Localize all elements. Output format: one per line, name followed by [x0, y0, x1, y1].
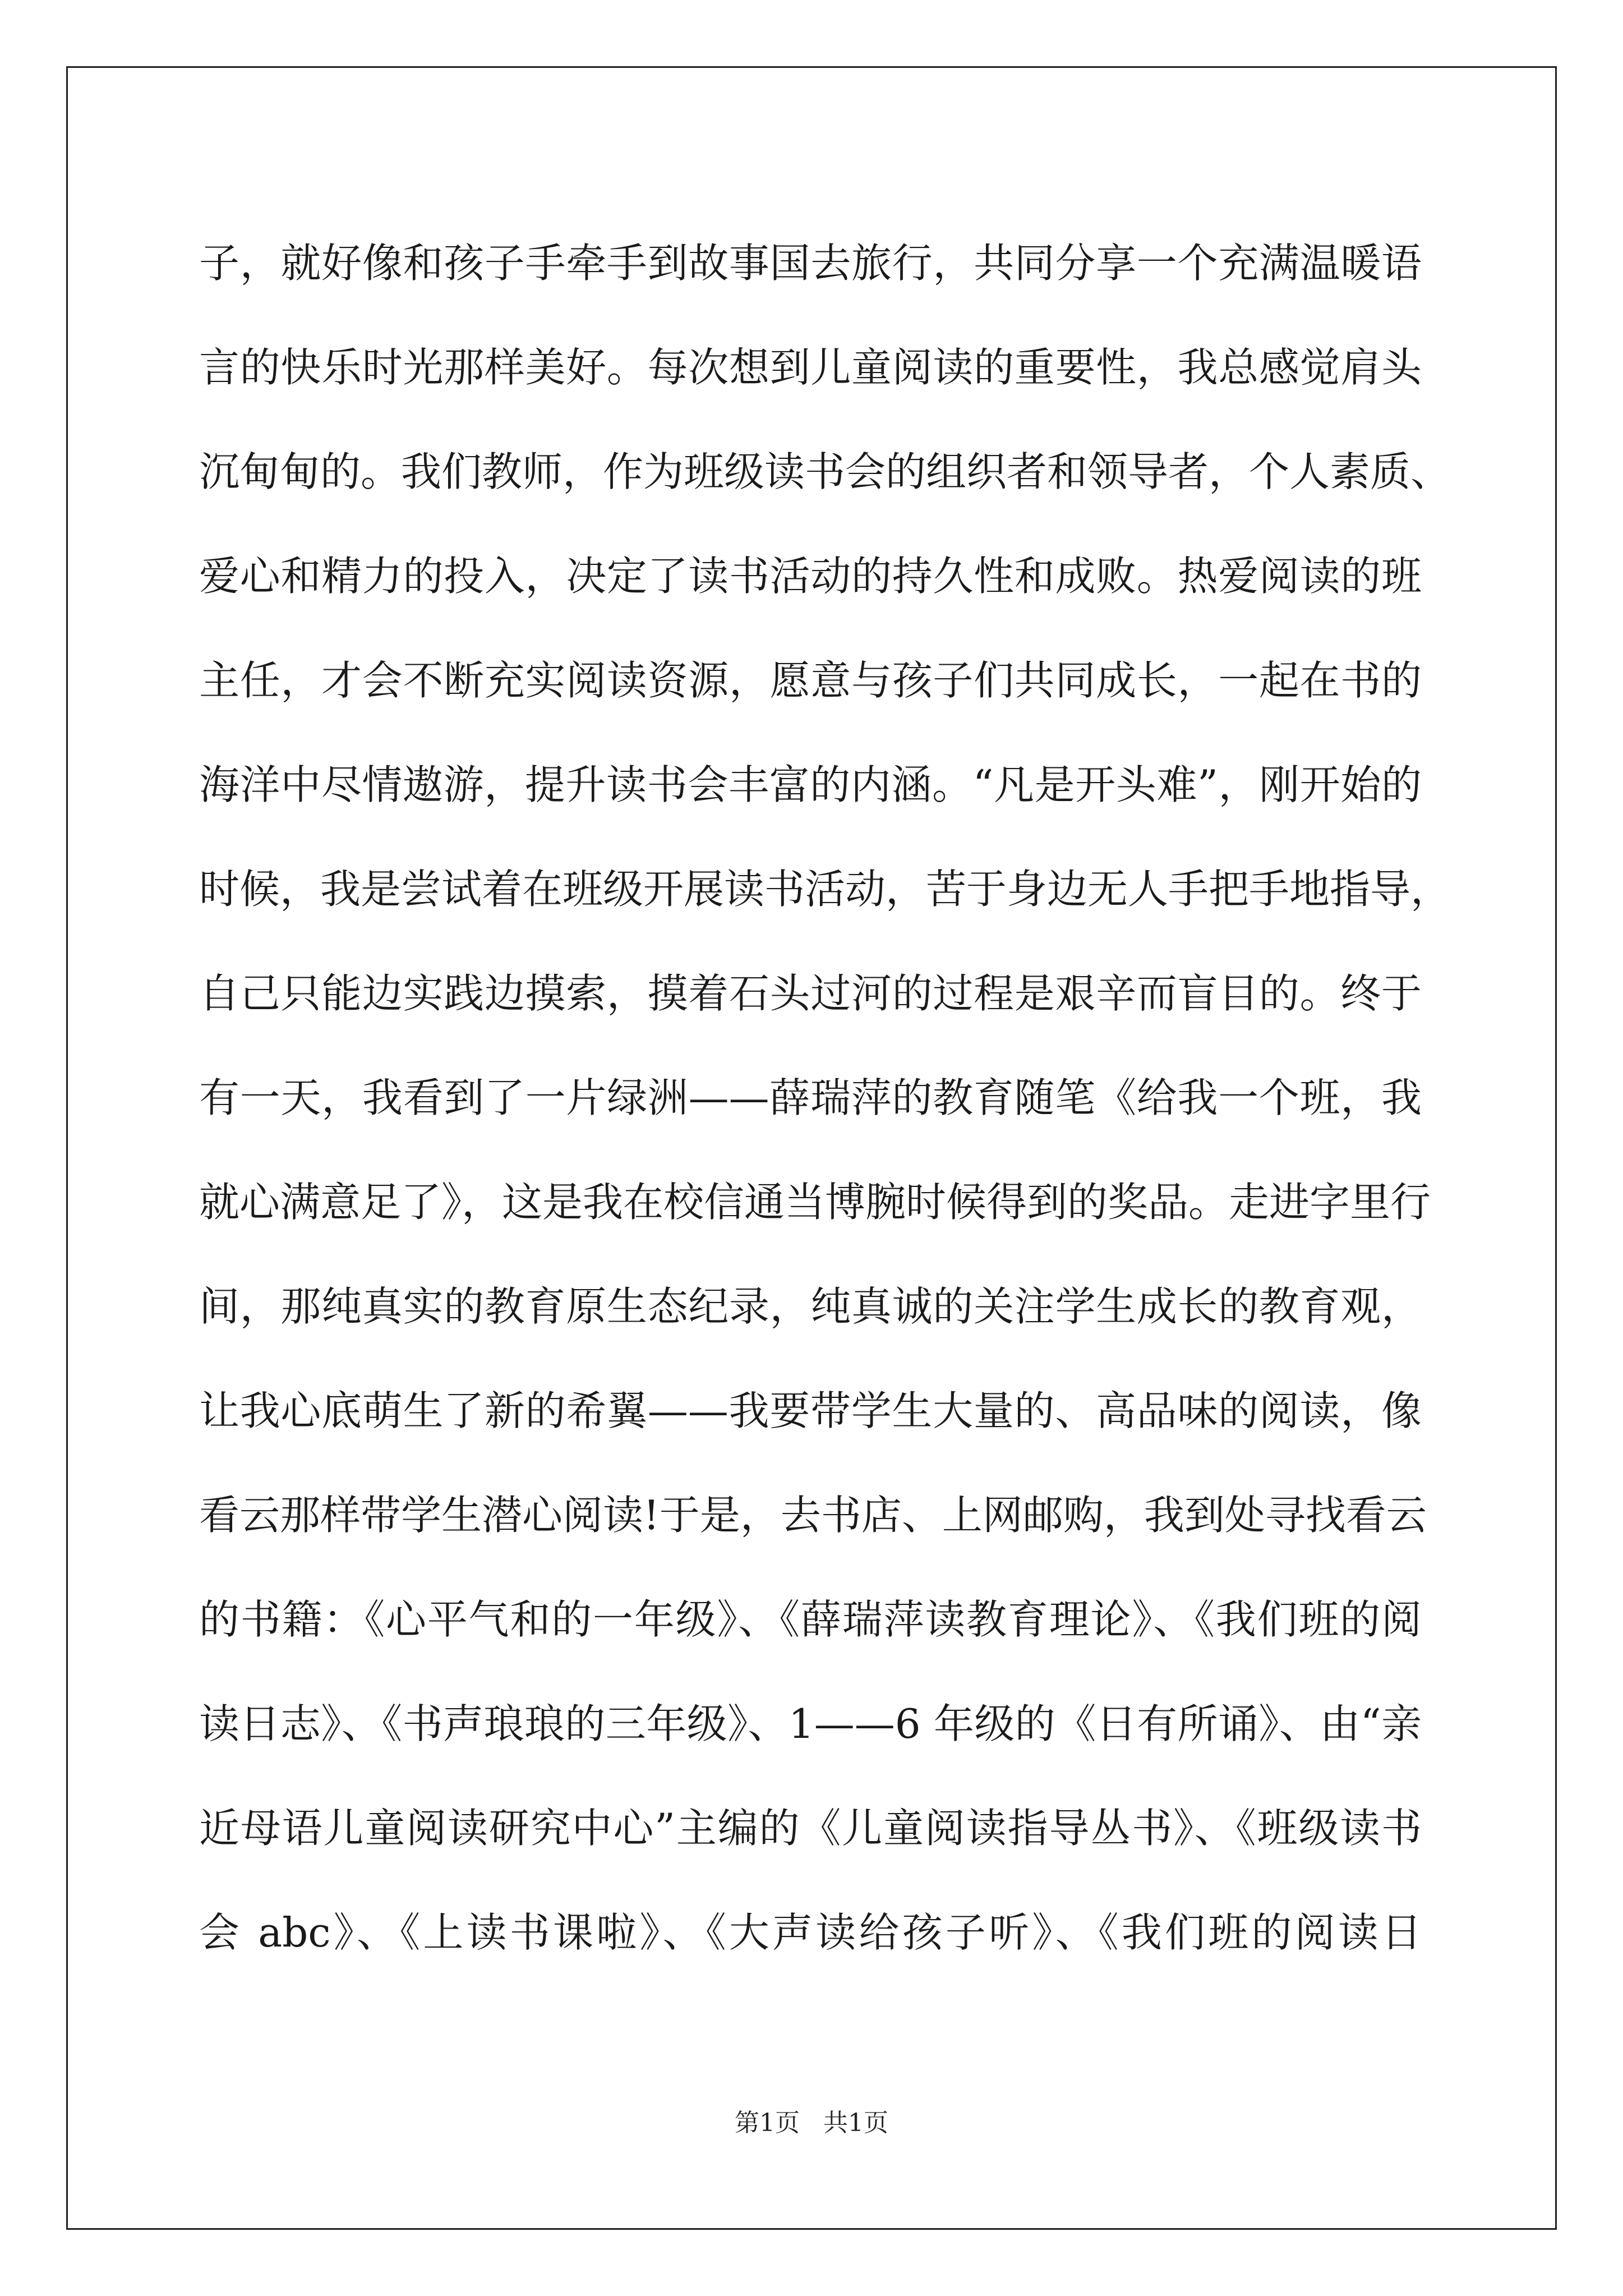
- text-line-11: 间，那纯真实的教育原生态纪录，纯真诚的关注学生成长的教育观，: [199, 1283, 1422, 1330]
- text-line-13: 看云那样带学生潜心阅读!于是，去书店、上网邮购，我到处寻找看云: [199, 1492, 1427, 1539]
- text-line-17: 会 abc》、《上读书课啦》、《大声读给孩子听》、《我们班的阅读日: [199, 1909, 1422, 1956]
- body-text: [199, 211, 1451, 1985]
- text-line-15: 读日志》、《书声琅琅的三年级》、1——6 年级的《日有所诵》、由“亲: [199, 1700, 1422, 1747]
- text-line-1: 子，就好像和孩子手牵手到故事国去旅行，共同分享一个充满温暖语: [199, 240, 1422, 287]
- text-line-8: 自己只能边实践边摸索，摸着石头过河的过程是艰辛而盲目的。终于: [199, 970, 1422, 1017]
- text-line-10: 就心满意足了》，这是我在校信通当博腕时候得到的奖品。走进字里行: [199, 1179, 1431, 1226]
- text-line-3: 沉甸甸的。我们教师，作为班级读书会的组织者和领导者，个人素质、: [199, 448, 1451, 495]
- text-line-6: 海洋中尽情遨游，提升读书会丰富的内涵。“凡是开头难”，刚开始的: [199, 761, 1422, 808]
- text-line-7: 时候，我是尝试着在班级开展读书活动，苦于身边无人手把手地指导，: [199, 866, 1451, 913]
- text-line-2: 言的快乐时光那样美好。每次想到儿童阅读的重要性，我总感觉肩头: [199, 344, 1422, 391]
- text-line-4: 爱心和精力的投入，决定了读书活动的持久性和成败。热爱阅读的班: [199, 553, 1422, 600]
- text-line-14: 的书籍：《心平气和的一年级》、《薛瑞萍读教育理论》、《我们班的阅: [199, 1596, 1422, 1643]
- text-line-16: 近母语儿童阅读研究中心”主编的《儿童阅读指导丛书》、《班级读书: [199, 1805, 1422, 1852]
- page-footer: 第1页 共1页: [735, 2109, 888, 2137]
- text-line-5: 主任，才会不断充实阅读资源，愿意与孩子们共同成长，一起在书的: [199, 657, 1422, 704]
- text-line-12: 让我心底萌生了新的希翼——我要带学生大量的、高品味的阅读，像: [199, 1387, 1422, 1434]
- text-line-9: 有一天，我看到了一片绿洲——薛瑞萍的教育随笔《给我一个班，我: [199, 1074, 1422, 1121]
